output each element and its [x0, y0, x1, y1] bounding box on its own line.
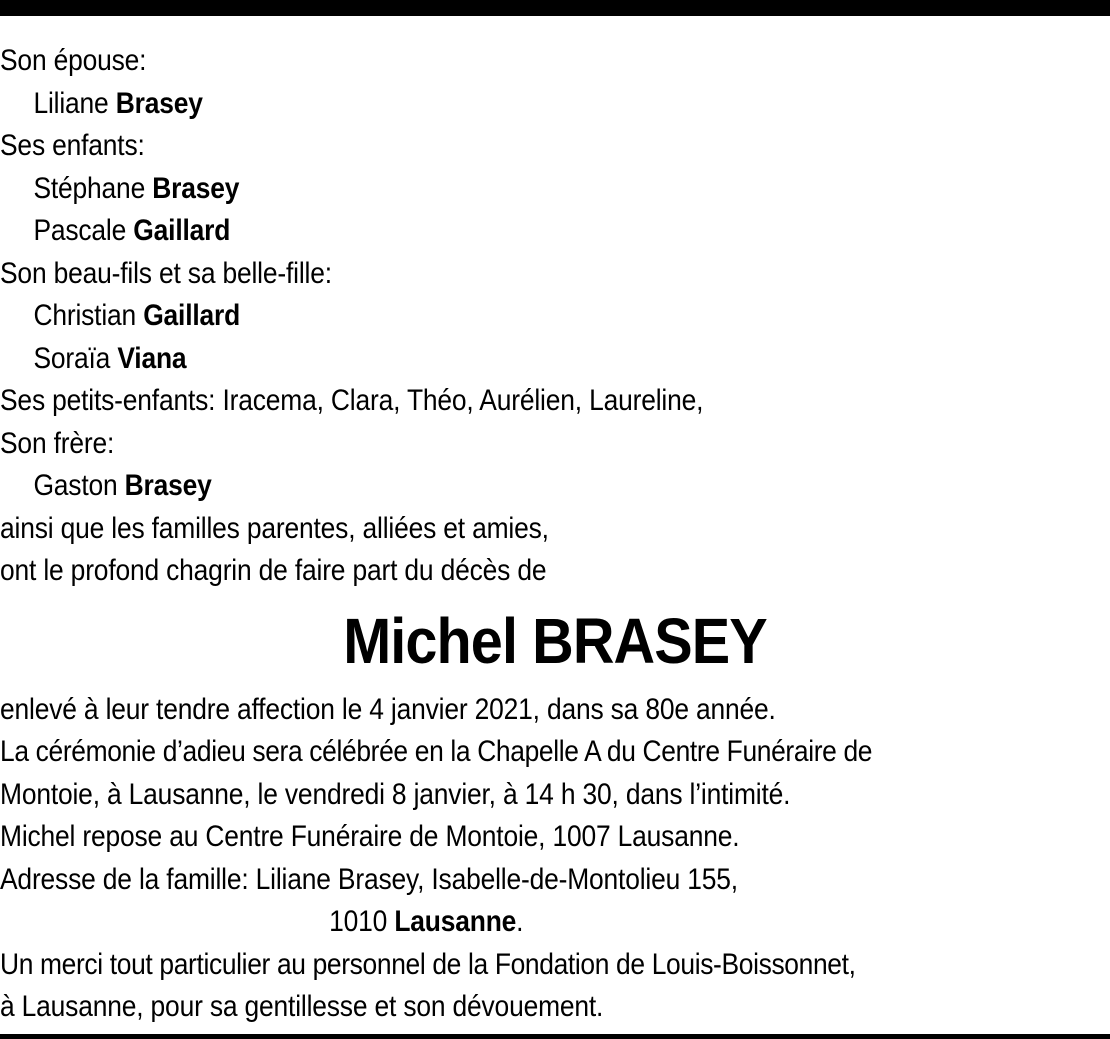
spouse-label: Son épouse:	[0, 44, 147, 77]
bottom-rule	[0, 1034, 1110, 1039]
inlaw-first-name: Christian	[33, 299, 137, 332]
thanks-line: à Lausanne, pour sa gentillesse et son dévouement.	[0, 990, 604, 1023]
body-line: Montoie, à Lausanne, le vendredi 8 janvier, à 14 h 30, dans l’intimité.	[0, 777, 791, 811]
address-postcode: 1010	[329, 905, 388, 938]
thanks-line: Un merci tout particulier au personnel de la Fondation de Louis-Boissonnet,	[0, 947, 856, 981]
spouse-first-name: Liliane	[33, 86, 109, 120]
child-last-name: Gaillard	[133, 214, 231, 247]
inlaw-name	[0, 295, 977, 338]
children-label: Ses enfants:	[0, 129, 145, 162]
spouse-last-name: Brasey	[115, 86, 203, 120]
announcement-line: ont le profond chagrin de faire part du décès de	[0, 554, 547, 587]
brother-name	[0, 465, 977, 508]
body-line: La cérémonie d’adieu sera célébrée en la Chapelle A du Centre Funéraire de	[0, 735, 873, 768]
body-line: Adresse de la famille: Liliane Brasey, Isabelle-de-Montolieu 155,	[0, 862, 738, 896]
families-line: ainsi que les familles parentes, alliées et amies,	[0, 511, 549, 545]
child-first-name: Pascale	[33, 214, 127, 247]
body-line: enlevé à leur tendre affection le 4 janvier 2021, dans sa 80e année.	[0, 692, 776, 726]
inlaw-last-name: Gaillard	[143, 299, 241, 332]
child-first-name: Stéphane	[33, 171, 146, 205]
inlaw-last-name: Viana	[117, 341, 187, 375]
inlaws-label: Son beau-fils et sa belle-fille:	[0, 256, 332, 290]
obituary-notice	[0, 40, 1110, 1029]
brother-first-name: Gaston	[33, 469, 118, 502]
body-line: Michel repose au Centre Funéraire de Montoie, 1007 Lausanne.	[0, 820, 740, 853]
address-end: .	[516, 905, 524, 938]
child-name	[0, 210, 977, 253]
child-last-name: Brasey	[152, 171, 240, 205]
brother-last-name: Brasey	[124, 469, 212, 502]
family-address-city	[0, 901, 977, 944]
top-rule	[0, 0, 1110, 16]
grandchildren-line: Ses petits-enfants: Iracema, Clara, Théo, Aurélien, Laureline,	[0, 384, 704, 417]
deceased-name: Michel BRASEY	[343, 604, 767, 677]
child-name	[0, 168, 977, 211]
spouse-name	[0, 83, 977, 126]
inlaw-name	[0, 338, 977, 381]
address-city: Lausanne	[394, 905, 517, 938]
brother-label: Son frère:	[0, 426, 115, 460]
inlaw-first-name: Soraïa	[33, 341, 111, 375]
